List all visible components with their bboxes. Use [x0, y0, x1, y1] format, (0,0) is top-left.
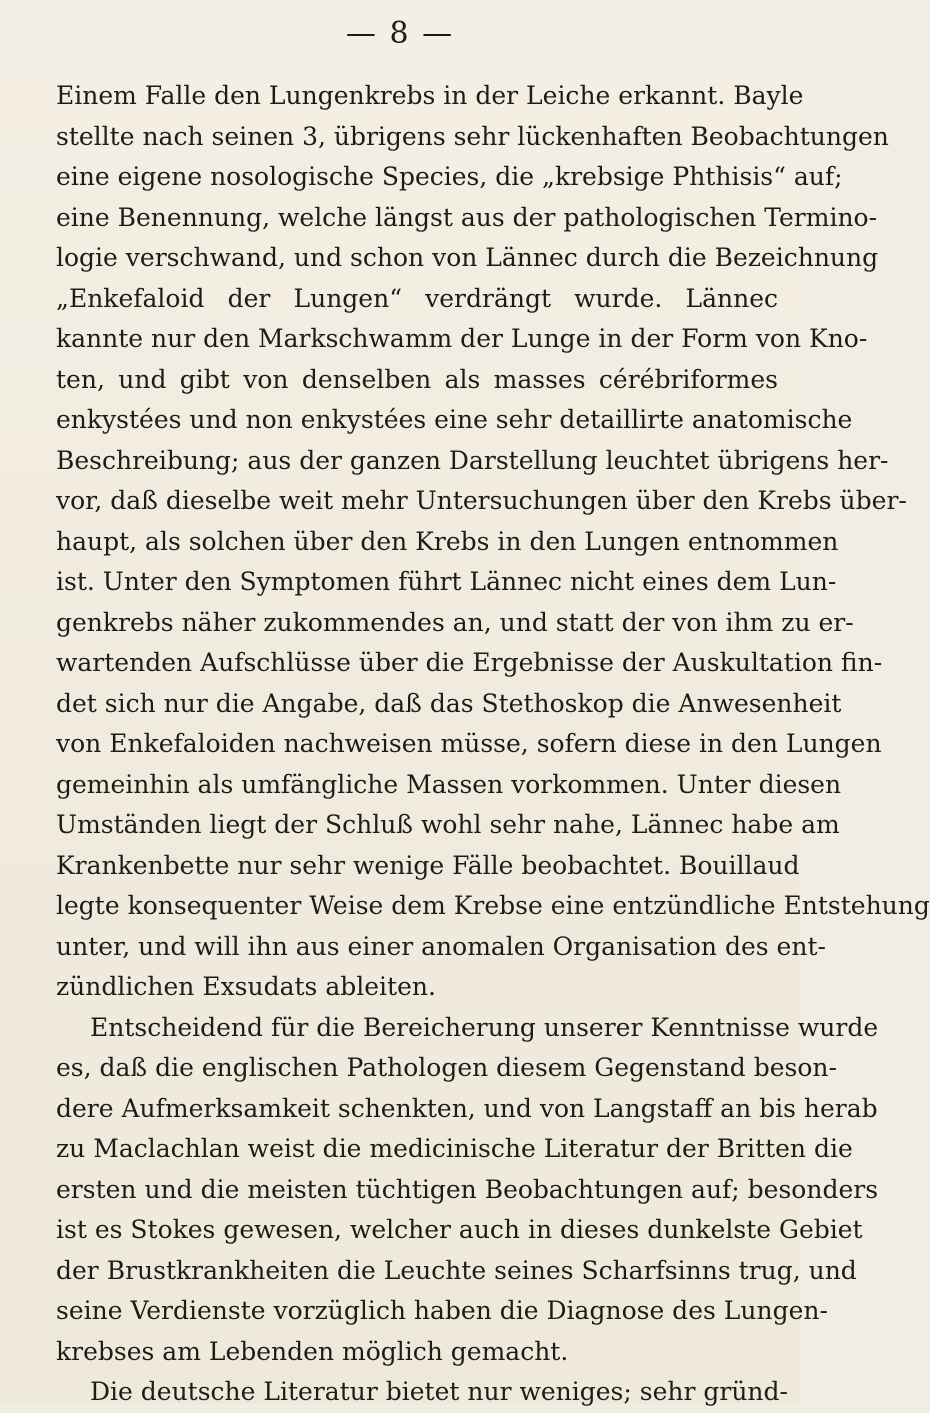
text-line: von Enkefaloiden nachweisen müsse, sofern diese in den Lungen [56, 729, 882, 758]
paragraph-end-line: zündlichen Exsudats ableiten. [56, 972, 436, 1001]
text-line: Beschreibung; aus der ganzen Darstellung leuchtet übrigens her- [56, 445, 889, 475]
text-line: Umständen liegt der Schluß wohl sehr nahe, Lännec habe am [56, 810, 840, 839]
text-line: ist. Unter den Symptomen führt Lännec nicht eines dem Lun- [56, 567, 837, 596]
text-line: dere Aufmerksamkeit schenkten, und von Langstaff an bis herab [56, 1093, 878, 1123]
text-line: ersten und die meisten tüchtigen Beobachtungen auf; besonders [56, 1174, 879, 1204]
text-line: vor, daß dieselbe weit mehr Untersuchungen über den Krebs über- [56, 486, 907, 515]
text-line: eine Benennung, welche längst aus der pathologischen Termino- [56, 202, 878, 232]
text-line: stellte nach seinen 3, übrigens sehr lückenhaften Beobachtungen [56, 121, 889, 151]
body-text [56, 76, 930, 1413]
text-line: zu Maclachlan weist die medicinische Literatur der Britten die [56, 1134, 853, 1163]
text-line: es, daß die englischen Pathologen diesem Gegenstand beson- [56, 1053, 837, 1082]
page-number: — 8 — [345, 16, 455, 51]
text-line: haupt, als solchen über den Krebs in den Lungen entnommen [56, 526, 839, 556]
paragraph-end-line: krebses am Lebenden möglich gemacht. [56, 1336, 569, 1366]
text-line: „Enkefaloid der Lungen“ verdrängt wurde. Lännec [56, 283, 778, 313]
text-line: ten, und gibt von denselben als masses cérébriformes [56, 364, 778, 394]
text-line: det sich nur die Angabe, daß das Stethoskop die Anwesenheit [56, 688, 842, 718]
text-line: ist es Stokes gewesen, welcher auch in dieses dunkelste Gebiet [56, 1215, 863, 1244]
text-line: Einem Falle den Lungenkrebs in der Leiche erkannt. Bayle [56, 81, 804, 110]
text-line: gemeinhin als umfängliche Massen vorkommen. Unter diesen [56, 769, 842, 799]
text-line: seine Verdienste vorzüglich haben die Diagnose des Lungen- [56, 1296, 828, 1325]
text-line: unter, und will ihn aus einer anomalen Organisation des ent- [56, 931, 826, 961]
paragraph-start-line: Die deutsche Literatur bietet nur weniges; sehr gründ- [90, 1377, 788, 1406]
text-line: enkystées und non enkystées eine sehr detaillirte anatomische [56, 405, 853, 434]
text-line: wartenden Aufschlüsse über die Ergebnisse der Auskultation fin- [56, 648, 883, 677]
text-line: der Brustkrankheiten die Leuchte seines Scharfsinns trug, und [56, 1255, 857, 1285]
paragraph-start-line: Entscheidend für die Bereicherung unserer Kenntnisse wurde [90, 1012, 879, 1042]
text-line: logie verschwand, und schon von Lännec durch die Bezeichnung [56, 243, 879, 272]
text-line: Krankenbette nur sehr wenige Fälle beobachtet. Bouillaud [56, 850, 800, 880]
text-line: legte konsequenter Weise dem Krebse eine entzündliche Entstehung [56, 891, 930, 920]
text-line: genkrebs näher zukommendes an, und statt der von ihm zu er- [56, 607, 854, 637]
text-line: kannte nur den Markschwamm der Lunge in der Form von Kno- [56, 324, 868, 353]
text-line: eine eigene nosologische Species, die „krebsige Phthisis“ auf; [56, 162, 843, 191]
